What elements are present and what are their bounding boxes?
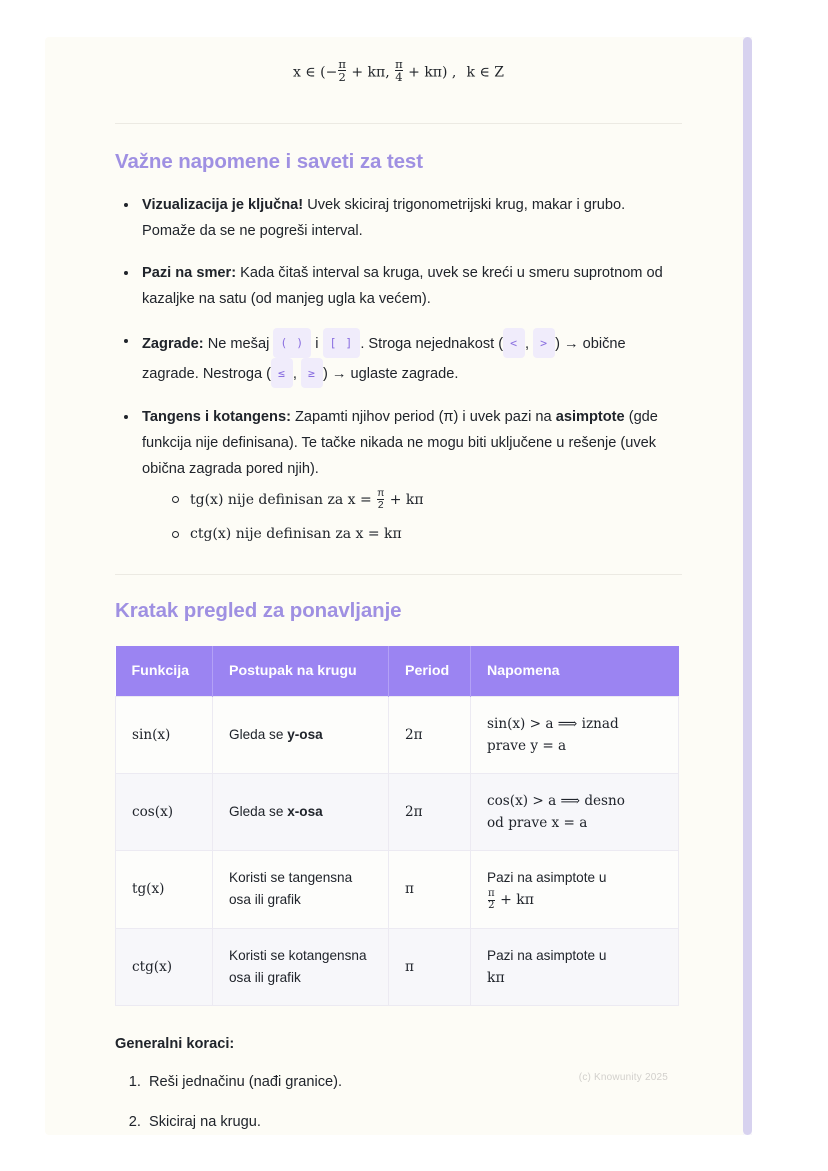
tip-lead: Tangens i kotangens: <box>142 408 291 425</box>
table-body <box>116 696 679 1005</box>
list-item <box>115 404 682 545</box>
code-chip-square-brackets: [ ] <box>323 328 361 358</box>
cell-postupak-text: Gleda se <box>229 803 288 819</box>
tip-body: , <box>525 335 534 352</box>
tip-body: Ne mešaj <box>203 335 274 352</box>
tip-body: , <box>292 365 302 382</box>
tip-lead: Vizualizacija je ključna! <box>142 196 304 213</box>
tips-sublist <box>142 488 682 545</box>
formula-lead: x ∈ (− <box>292 64 338 81</box>
section-title-tips: Važne napomene i saveti za test <box>115 149 423 173</box>
cell-napomena-line1: sin(x) > a ⟹ iznad <box>487 715 619 732</box>
cell-napomena-math <box>487 888 534 912</box>
tip-body: ) → obične zagrade. Nestroga ( <box>142 335 626 382</box>
cell-postupak-text: Gleda se <box>229 726 288 742</box>
list-item <box>115 192 682 244</box>
tip-lead: Pazi na smer: <box>142 264 237 281</box>
fraction-denominator: 4 <box>395 70 403 85</box>
document-card <box>45 37 752 1135</box>
cell-period: π <box>389 929 471 1006</box>
cell-period: 2π <box>389 696 471 773</box>
table-row <box>116 929 679 1006</box>
fraction-denominator: 2 <box>338 70 346 85</box>
formula-tail: k ∈ Z <box>466 64 505 81</box>
table-row <box>116 850 679 928</box>
cell-postupak-bold: y-osa <box>287 726 323 742</box>
list-item: 1. Reši jednačinu (nađi granice). <box>145 1069 682 1095</box>
code-chip-greater-than: > <box>533 328 555 358</box>
list-item <box>115 328 682 388</box>
cell-napomena <box>471 850 679 928</box>
cell-period: 2π <box>389 773 471 850</box>
subtip-suffix: + kπ <box>385 491 424 508</box>
cell-postupak <box>213 773 389 850</box>
code-chip-less-than: < <box>503 328 525 358</box>
tip-body: Zapamti njihov period (π) i uvek pazi na <box>290 408 556 425</box>
cell-postupak: Koristi se tangensna osa ili grafik <box>213 850 389 928</box>
table-header-napomena: Napomena <box>471 646 679 697</box>
fraction-denominator: 2 <box>377 499 384 511</box>
formula-mid-1: + kπ, <box>346 64 395 81</box>
cell-postupak <box>213 696 389 773</box>
list-item <box>170 488 682 511</box>
cell-napomena-line2: kπ <box>487 970 505 986</box>
fraction-numerator: π <box>338 57 346 71</box>
table-header-row <box>116 646 679 697</box>
watermark: (c) Knowunity 2025 <box>578 1072 668 1083</box>
fraction-denominator: 2 <box>488 900 495 912</box>
table-header-period: Period <box>389 646 471 697</box>
table-header-funkcija: Funkcija <box>116 646 213 697</box>
cell-period: π <box>389 850 471 928</box>
formula-mid-2: + kπ) , <box>403 64 457 81</box>
scrollbar-thumb[interactable] <box>743 37 752 1135</box>
table-header-postupak: Postupak na krugu <box>213 646 389 697</box>
list-item: 2. Skiciraj na krugu. <box>145 1109 682 1135</box>
cell-napomena-line1: Pazi na asimptote u <box>487 948 607 963</box>
document-content <box>45 37 752 1135</box>
tip-body: Uvek skiciraj trigonometrijski krug, makar i grubo. Pomaže da se ne pogreši interval. <box>142 196 626 239</box>
tip-body: . Stroga nejednakost ( <box>360 335 504 352</box>
code-chip-less-equal: ≤ <box>271 358 293 388</box>
cell-napomena-line1: cos(x) > a ⟹ desno <box>487 792 625 809</box>
general-steps-title: Generalni koraci: <box>115 1036 235 1052</box>
tips-list <box>115 174 682 545</box>
formula-fraction-2 <box>395 58 403 84</box>
subtip-suffix: kπ <box>384 525 402 542</box>
tip-body: ) → uglaste zagrade. <box>322 365 459 382</box>
fraction-numerator: π <box>395 57 403 71</box>
tip-bold-inline: asimptote <box>555 408 625 425</box>
cell-funkcija: sin(x) <box>116 696 213 773</box>
cell-napomena-line2: od prave x = a <box>487 814 588 831</box>
cell-funkcija: tg(x) <box>116 850 213 928</box>
cell-funkcija: ctg(x) <box>116 929 213 1006</box>
code-chip-greater-equal: ≥ <box>301 358 323 388</box>
fraction-numerator: π <box>377 487 385 499</box>
formula-fraction-1 <box>338 58 346 84</box>
list-item <box>115 260 682 312</box>
cell-postupak: Koristi se kotangensna osa ili grafik <box>213 929 389 1006</box>
cell-napomena-line1: Pazi na asimptote u <box>487 869 607 885</box>
table-row <box>116 773 679 850</box>
cell-napomena <box>471 696 679 773</box>
cell-postupak-bold: x-osa <box>287 803 323 819</box>
subtip-prefix: ctg(x) nije definisan za x = <box>190 525 385 542</box>
cell-napomena <box>471 929 679 1006</box>
section-title-overview: Kratak pregled za ponavljanje <box>115 598 402 622</box>
general-steps-list <box>115 1052 682 1135</box>
subtip-fraction <box>377 488 384 511</box>
list-item <box>170 523 682 545</box>
tip-body: i <box>311 335 323 352</box>
table-row <box>116 696 679 773</box>
cell-funkcija: cos(x) <box>116 773 213 850</box>
code-chip-round-brackets: ( ) <box>273 328 311 358</box>
tip-body: Kada čitaš interval sa kruga, uvek se kreći u smeru suprotnom od kazaljke na satu (od manjeg ugla ka većem). <box>142 264 663 307</box>
table-head <box>116 646 679 697</box>
subtip-prefix: tg(x) nije definisan za x = <box>190 491 377 508</box>
reference-table <box>115 646 679 1006</box>
tip-body: (gde funkcija nije definisana). Te tačke nikada ne mogu biti uključene u rešenje (uvek obična zagrada pored njih). <box>142 408 658 477</box>
cell-napomena <box>471 773 679 850</box>
cell-fraction <box>488 889 495 912</box>
display-formula <box>115 37 682 84</box>
cell-napomena-line2: + kπ <box>495 891 534 908</box>
cell-napomena-line2: prave y = a <box>487 737 567 754</box>
tip-lead: Zagrade: <box>142 335 204 352</box>
fraction-numerator: π <box>488 888 495 900</box>
